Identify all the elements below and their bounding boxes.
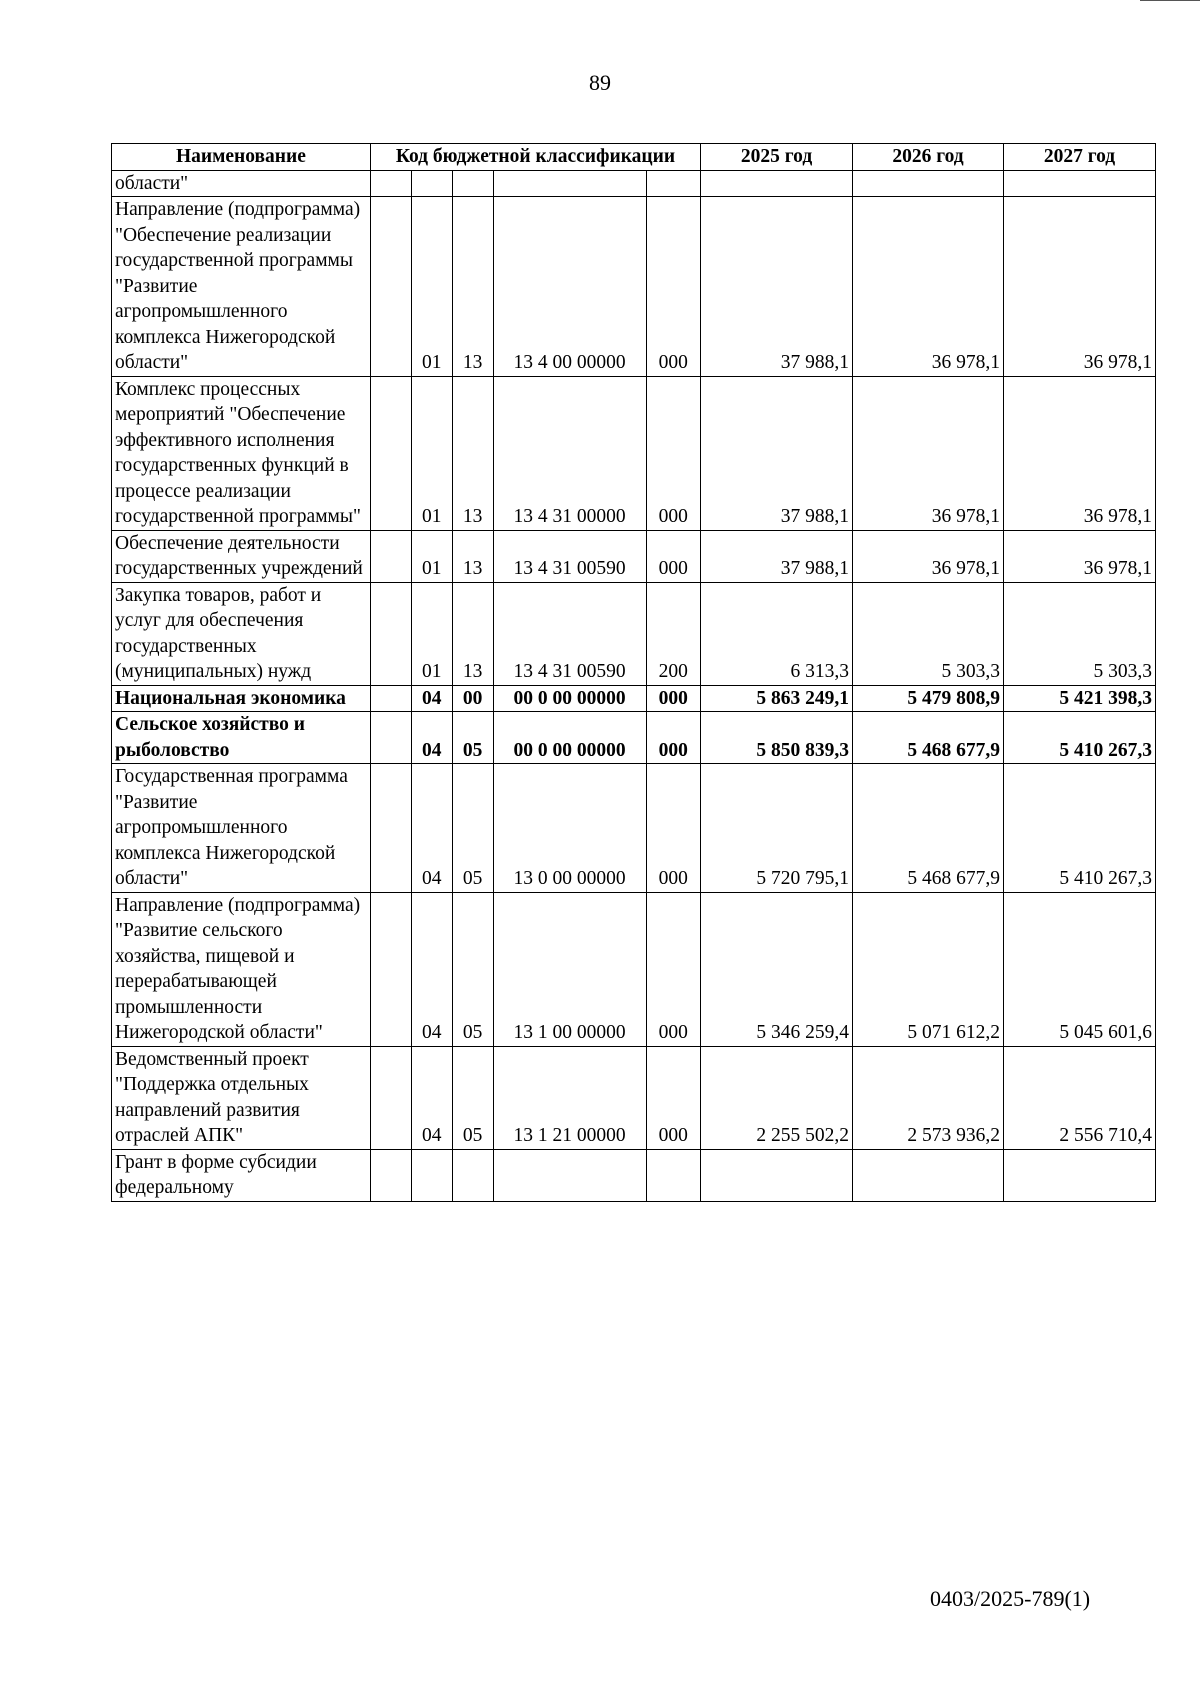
value-2027: 5 410 267,3: [1003, 712, 1155, 764]
code-subsection: 05: [452, 712, 493, 764]
code-expense-type: 000: [646, 1046, 701, 1149]
scan-edge-mark: [1140, 0, 1200, 4]
code-section: 04: [411, 685, 452, 712]
code-subsection: [452, 170, 493, 197]
row-name: области": [112, 170, 371, 197]
code-section: 04: [411, 892, 452, 1046]
code-section: 01: [411, 530, 452, 582]
code-target-article: 13 4 31 00000: [493, 376, 646, 530]
value-2026: 36 978,1: [853, 530, 1004, 582]
value-2026: 5 479 808,9: [853, 685, 1004, 712]
value-2027: 5 045 601,6: [1003, 892, 1155, 1046]
page-number: 89: [589, 70, 611, 95]
code-part-1: [370, 197, 411, 377]
header-2026: 2026 год: [853, 144, 1004, 171]
value-2026: 2 573 936,2: [853, 1046, 1004, 1149]
code-expense-type: [646, 170, 701, 197]
value-2025: [701, 1149, 853, 1201]
table-row: [112, 892, 1156, 1046]
row-name: Грант в форме субсидии федеральному: [112, 1149, 371, 1201]
table-row: [112, 685, 1156, 712]
value-2026: 5 468 677,9: [853, 712, 1004, 764]
value-2026: [853, 170, 1004, 197]
code-subsection: 00: [452, 685, 493, 712]
code-target-article: 00 0 00 00000: [493, 712, 646, 764]
row-name: Комплекс процессных мероприятий "Обеспечение эффективного исполнения государственных функций в процессе реализации государственной программы": [112, 376, 371, 530]
table-row: [112, 582, 1156, 685]
value-2025: 5 720 795,1: [701, 764, 853, 893]
code-target-article: 13 1 21 00000: [493, 1046, 646, 1149]
code-target-article: 13 0 00 00000: [493, 764, 646, 893]
table-row: [112, 1046, 1156, 1149]
row-name: Закупка товаров, работ и услуг для обеспечения государственных (муниципальных) нужд: [112, 582, 371, 685]
value-2026: 36 978,1: [853, 376, 1004, 530]
table-row: [112, 376, 1156, 530]
value-2025: 37 988,1: [701, 530, 853, 582]
code-part-1: [370, 530, 411, 582]
table-row: [112, 712, 1156, 764]
code-section: [411, 1149, 452, 1201]
value-2027: 5 410 267,3: [1003, 764, 1155, 893]
value-2025: 5 863 249,1: [701, 685, 853, 712]
code-target-article: 13 4 31 00590: [493, 530, 646, 582]
table-header-row: [112, 144, 1156, 171]
code-part-1: [370, 764, 411, 893]
code-expense-type: 200: [646, 582, 701, 685]
code-part-1: [370, 582, 411, 685]
code-subsection: 05: [452, 892, 493, 1046]
table-row: [112, 530, 1156, 582]
row-name: Обеспечение деятельности государственных учреждений: [112, 530, 371, 582]
code-expense-type: 000: [646, 712, 701, 764]
value-2025: 37 988,1: [701, 376, 853, 530]
value-2027: 5 303,3: [1003, 582, 1155, 685]
code-subsection: 13: [452, 197, 493, 377]
value-2026: 5 468 677,9: [853, 764, 1004, 893]
code-section: 01: [411, 197, 452, 377]
code-section: 04: [411, 764, 452, 893]
header-name: Наименование: [112, 144, 371, 171]
value-2025: 37 988,1: [701, 197, 853, 377]
code-part-1: [370, 1149, 411, 1201]
row-name: Направление (подпрограмма) "Обеспечение реализации государственной программы "Развитие агропромышленного комплекса Нижегородской области": [112, 197, 371, 377]
value-2025: 2 255 502,2: [701, 1046, 853, 1149]
code-section: 04: [411, 1046, 452, 1149]
code-part-1: [370, 712, 411, 764]
code-subsection: [452, 1149, 493, 1201]
value-2026: [853, 1149, 1004, 1201]
code-subsection: 13: [452, 530, 493, 582]
value-2027: 5 421 398,3: [1003, 685, 1155, 712]
code-target-article: 13 4 31 00590: [493, 582, 646, 685]
code-expense-type: 000: [646, 892, 701, 1046]
code-section: 04: [411, 712, 452, 764]
value-2027: 36 978,1: [1003, 197, 1155, 377]
code-target-article: [493, 1149, 646, 1201]
code-subsection: 05: [452, 1046, 493, 1149]
value-2027: 2 556 710,4: [1003, 1046, 1155, 1149]
code-expense-type: 000: [646, 764, 701, 893]
value-2025: 5 346 259,4: [701, 892, 853, 1046]
budget-table: [111, 143, 1156, 1202]
value-2026: 5 071 612,2: [853, 892, 1004, 1046]
row-name: Национальная экономика: [112, 685, 371, 712]
code-subsection: 13: [452, 376, 493, 530]
code-expense-type: 000: [646, 530, 701, 582]
code-part-1: [370, 170, 411, 197]
row-name: Государственная программа "Развитие агропромышленного комплекса Нижегородской области": [112, 764, 371, 893]
table-row: [112, 197, 1156, 377]
table-row: [112, 1149, 1156, 1201]
value-2026: 36 978,1: [853, 197, 1004, 377]
code-expense-type: 000: [646, 376, 701, 530]
table-row: [112, 170, 1156, 197]
code-target-article: 13 4 00 00000: [493, 197, 646, 377]
header-2025: 2025 год: [701, 144, 853, 171]
code-expense-type: 000: [646, 197, 701, 377]
code-expense-type: [646, 1149, 701, 1201]
value-2027: [1003, 170, 1155, 197]
code-subsection: 13: [452, 582, 493, 685]
code-section: [411, 170, 452, 197]
document-code: 0403/2025-789(1): [930, 1586, 1091, 1611]
value-2026: 5 303,3: [853, 582, 1004, 685]
value-2025: 5 850 839,3: [701, 712, 853, 764]
value-2027: 36 978,1: [1003, 530, 1155, 582]
code-part-1: [370, 1046, 411, 1149]
header-code: Код бюджетной классификации: [370, 144, 700, 171]
code-target-article: 13 1 00 00000: [493, 892, 646, 1046]
code-section: 01: [411, 376, 452, 530]
code-section: 01: [411, 582, 452, 685]
row-name: Сельское хозяйство и рыболовство: [112, 712, 371, 764]
table-row: [112, 764, 1156, 893]
header-2027: 2027 год: [1003, 144, 1155, 171]
code-expense-type: 000: [646, 685, 701, 712]
value-2027: 36 978,1: [1003, 376, 1155, 530]
value-2025: 6 313,3: [701, 582, 853, 685]
row-name: Ведомственный проект "Поддержка отдельных направлений развития отраслей АПК": [112, 1046, 371, 1149]
code-target-article: [493, 170, 646, 197]
code-target-article: 00 0 00 00000: [493, 685, 646, 712]
row-name: Направление (подпрограмма) "Развитие сельского хозяйства, пищевой и перерабатывающей промышленности Нижегородской области": [112, 892, 371, 1046]
code-part-1: [370, 892, 411, 1046]
code-subsection: 05: [452, 764, 493, 893]
value-2025: [701, 170, 853, 197]
code-part-1: [370, 376, 411, 530]
value-2027: [1003, 1149, 1155, 1201]
code-part-1: [370, 685, 411, 712]
